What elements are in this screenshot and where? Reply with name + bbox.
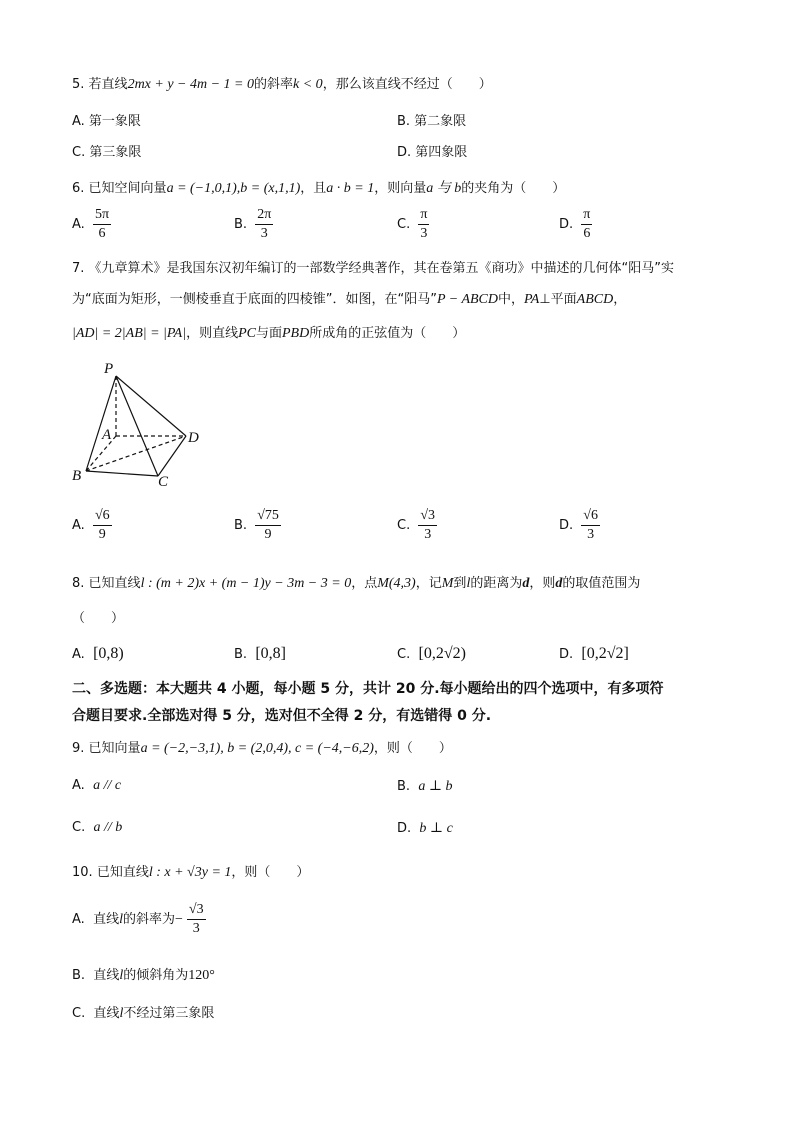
fraction	[418, 207, 429, 242]
edge-pc	[116, 376, 158, 476]
edge-cd	[158, 436, 186, 476]
symbol-d: d	[555, 576, 563, 591]
dot-product: a · b = 1	[326, 181, 375, 196]
question-10-stem	[72, 861, 309, 881]
answer-paren: （ ）	[72, 611, 125, 626]
option-value: [0,2√2]	[581, 645, 629, 662]
angle-value: 120°	[188, 968, 215, 983]
denominator: 3	[192, 921, 200, 936]
section-heading-line-2: 合题目要求.全部选对得 5 分，选对但不全得 2 分，有选错得 0 分.	[72, 708, 492, 724]
q10-option-b: B. 直线l的倾斜角为120°	[72, 968, 215, 983]
fraction	[581, 207, 592, 242]
question-number: 6.	[72, 181, 85, 196]
stem-text: 所成角的正弦值为（ ）	[309, 326, 466, 341]
stem-text: ⊥平面	[539, 292, 577, 307]
plane-abcd: ABCD	[576, 292, 614, 307]
q7-option-a	[72, 508, 112, 543]
question-number: 5.	[72, 77, 85, 92]
numerator: √3	[418, 508, 437, 526]
numerator: 5π	[93, 207, 111, 225]
option-a: A. 第一象限	[72, 114, 141, 129]
question-7-line-1: 7. 《九章算术》是我国东汉初年编订的一部数学经典著作，其在卷第五《商功》中描述的几何体“阳马”实	[72, 261, 675, 276]
stem-text: 的夹角为（ ）	[461, 181, 566, 196]
denominator: 3	[420, 226, 428, 241]
stem-text: 与面	[255, 326, 282, 341]
option-text: 的斜率为	[122, 912, 175, 927]
option-label: B.	[234, 217, 248, 232]
fraction	[255, 207, 273, 242]
stem-text: ，	[613, 292, 627, 307]
option-text: 不经过第三象限	[123, 1006, 215, 1021]
option-b: B. 第二象限	[397, 114, 467, 129]
vertex-c: C	[158, 474, 169, 490]
numerator: 2π	[255, 207, 273, 225]
stem-text: 到	[453, 576, 467, 591]
option-label: C.	[397, 518, 411, 533]
fraction	[93, 508, 112, 543]
option-text: 的倾斜角为	[123, 968, 189, 983]
edge-pa: PA	[524, 292, 540, 307]
length-condition: |AD| = 2|AB| = |PA|	[72, 326, 187, 341]
vectors-definition: a = (−2,−3,1), b = (2,0,4), c = (−4,−6,2)	[140, 741, 374, 756]
q9-option-b: B. a ⊥ b	[397, 779, 453, 794]
edge-pb	[86, 376, 116, 471]
option-value: [0,2√2)	[418, 645, 466, 662]
pyramid-figure	[70, 356, 220, 491]
symbol-l: l	[119, 1006, 124, 1021]
q7-option-c	[397, 508, 437, 543]
stem-text: ，则（ ）	[231, 865, 310, 880]
vector-b: b = (x,1,1)	[240, 181, 301, 196]
fraction	[581, 508, 600, 543]
symbol-m: M	[441, 576, 454, 591]
option-label: B.	[234, 518, 248, 533]
option-label: D.	[559, 518, 574, 533]
line-pc: PC	[238, 326, 256, 341]
numerator: √75	[255, 508, 281, 526]
question-6-stem	[72, 177, 565, 197]
option-label: A.	[72, 217, 85, 232]
option-text: 直线	[93, 968, 120, 983]
q6-option-c	[397, 207, 429, 242]
slope-condition: k < 0	[293, 77, 323, 92]
numerator: √3	[187, 902, 206, 920]
question-7-line-2	[72, 288, 626, 308]
stem-text: 已知直线	[88, 576, 141, 591]
q7-option-b	[234, 508, 281, 543]
q8-option-c: C. [0,2√2)	[397, 645, 466, 662]
vector-a: a = (−1,0,1),	[166, 181, 241, 196]
option-label: D.	[559, 217, 574, 232]
q9-option-a: A. a // c	[72, 778, 122, 793]
vertex-b: B	[72, 468, 82, 484]
stem-text: ，则直线	[186, 326, 239, 341]
option-value: a ⊥ b	[418, 779, 453, 794]
numerator: √6	[581, 508, 600, 526]
stem-text: 已知空间向量	[88, 181, 167, 196]
question-7-line-3	[72, 322, 465, 342]
fraction	[418, 508, 437, 543]
stem-text: 的取值范围为	[562, 576, 641, 591]
stem-text: ，那么该直线不经过（ ）	[322, 77, 492, 92]
line-equation: 2mx + y − 4m − 1 = 0	[127, 77, 254, 92]
question-number: 8.	[72, 576, 85, 591]
option-text: 直线	[93, 912, 120, 927]
symbol-l: l	[119, 912, 123, 927]
stem-text: 已知直线	[96, 865, 149, 880]
denominator: 9	[264, 527, 272, 542]
stem-text: ，点	[351, 576, 378, 591]
vertex-p: P	[104, 361, 114, 377]
question-number: 9.	[72, 741, 85, 756]
stem-text: ，记	[415, 576, 442, 591]
stem-text: 的斜率	[254, 77, 294, 92]
option-value: [0,8)	[93, 645, 124, 662]
symbol-l: l	[466, 576, 471, 591]
edge-bc	[86, 471, 158, 476]
stem-text: 的距离为	[470, 576, 523, 591]
plane-pbd: PBD	[281, 326, 310, 341]
question-number: 10.	[72, 865, 93, 880]
option-value: a // c	[93, 778, 122, 793]
q8-option-b: B. [0,8]	[234, 645, 286, 662]
q8-option-d: D. [0,2√2]	[559, 645, 629, 662]
stem-text: 为“底面为矩形，一侧棱垂直于底面的四棱锥”．如图，在“阳马”	[72, 292, 437, 307]
q10-option-a: A. 直线l的斜率为− $\frac{√3}{3}$	[72, 902, 204, 936]
point-m: M(4,3)	[377, 576, 416, 591]
numerator: √6	[93, 508, 112, 526]
stem-text: ，则向量	[374, 181, 427, 196]
option-value: [0,8]	[255, 645, 286, 662]
stem-text: 中，	[498, 292, 525, 307]
vertex-d: D	[188, 430, 199, 446]
fraction	[187, 902, 206, 937]
stem-text: ，则（ ）	[373, 741, 452, 756]
q10-option-c: C. 直线l不经过第三象限	[72, 1006, 215, 1021]
option-d: D. 第四象限	[397, 145, 468, 160]
symbol-l: l	[119, 968, 124, 983]
q6-option-d	[559, 207, 592, 242]
numerator: π	[418, 207, 429, 225]
q6-option-a	[72, 207, 111, 242]
q9-option-d: D. b ⊥ c	[397, 821, 453, 836]
fraction	[255, 508, 281, 543]
stem-text: 若直线	[88, 77, 128, 92]
edge-pd	[116, 376, 186, 436]
numerator: π	[581, 207, 592, 225]
denominator: 6	[583, 226, 591, 241]
q7-option-d	[559, 508, 600, 543]
option-value: a // b	[93, 820, 123, 835]
denominator: 3	[260, 226, 268, 241]
pyramid-name: P − ABCD	[436, 292, 498, 307]
denominator: 6	[98, 226, 106, 241]
denominator: 9	[98, 527, 106, 542]
option-text: 直线	[93, 1006, 120, 1021]
option-c: C. 第三象限	[72, 145, 142, 160]
q6-option-b	[234, 207, 273, 242]
fraction	[93, 207, 111, 242]
option-value: b ⊥ c	[419, 821, 453, 836]
line-equation: l : x + √3y = 1	[148, 865, 232, 880]
question-8-stem	[72, 572, 640, 592]
vectors: a 与 b	[426, 181, 462, 196]
question-9-stem	[72, 737, 452, 757]
denominator: 3	[424, 527, 432, 542]
option-label: A.	[72, 518, 85, 533]
denominator: 3	[587, 527, 595, 542]
stem-text: ，且	[300, 181, 327, 196]
stem-text: 已知向量	[88, 741, 141, 756]
symbol-d: d	[522, 576, 530, 591]
line-equation: l : (m + 2)x + (m − 1)y − 3m − 3 = 0	[140, 576, 352, 591]
question-5-stem	[72, 73, 492, 93]
q8-option-a: A. [0,8)	[72, 645, 124, 662]
vertex-a: A	[102, 427, 112, 443]
q9-option-c: C. a // b	[72, 820, 123, 835]
stem-text: ，则	[529, 576, 556, 591]
section-heading-line-1: 二、多选题：本大题共 4 小题，每小题 5 分，共计 20 分.每小题给出的四个选项中，有多项符	[72, 681, 664, 697]
option-label: C.	[397, 217, 411, 232]
